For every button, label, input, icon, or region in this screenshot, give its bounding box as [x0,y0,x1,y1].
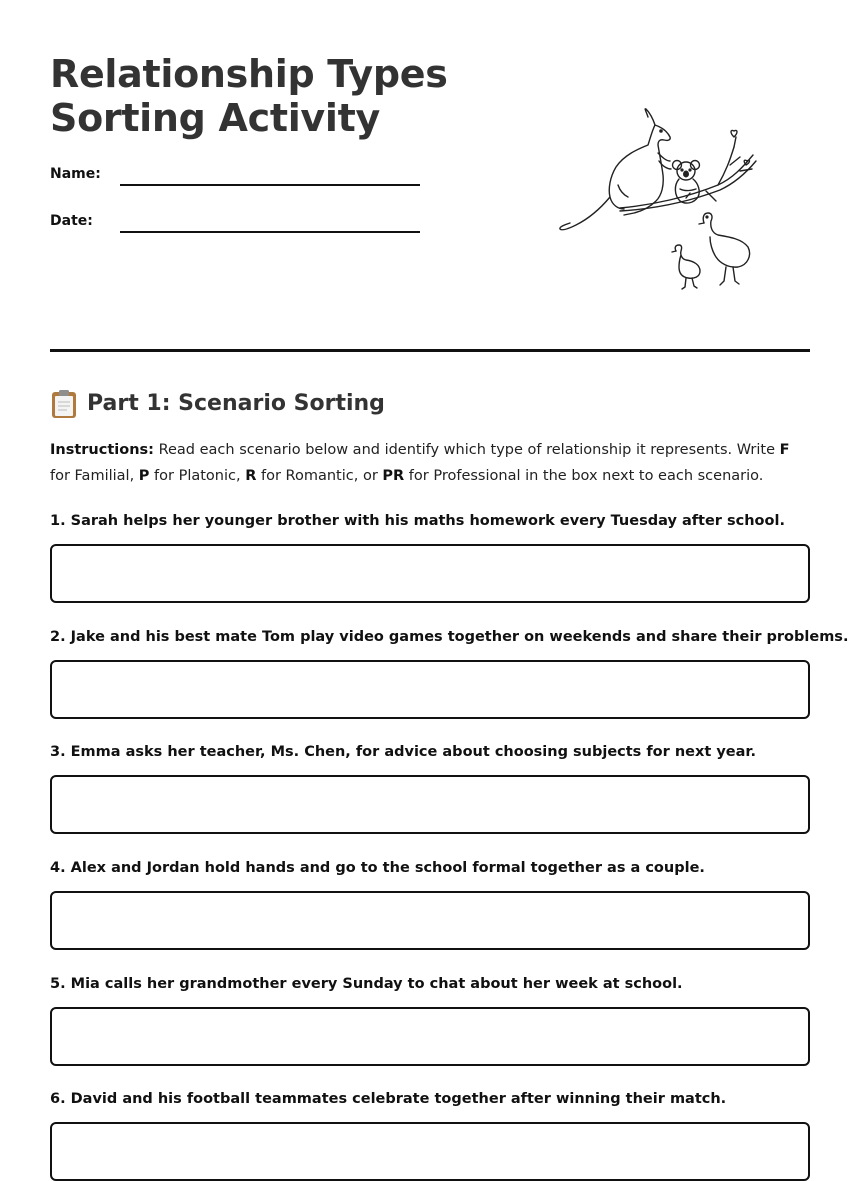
australian-animals-illustration-icon [558,105,763,290]
answer-box[interactable] [50,891,810,950]
answer-box[interactable] [50,775,810,834]
instructions-text-1: Read each scenario below and identify which type of relationship it represents. Write [153,442,780,458]
question-text: 1. Sarah helps her younger brother with his maths homework every Tuesday after school. [50,513,785,529]
question-text: 6. David and his football teammates celebrate together after winning their match. [50,1091,727,1107]
instructions-text-3: for Platonic, [149,468,246,484]
name-field [50,166,420,196]
name-label: Name: [50,166,101,182]
kangaroo-shape [624,109,670,215]
title-line-2: Sorting Activity [50,96,380,140]
code-familial: F [779,442,790,458]
date-write-line[interactable] [120,231,420,233]
part1-heading [50,388,385,420]
answer-box[interactable] [50,660,810,719]
answer-box[interactable] [50,1007,810,1066]
code-professional: PR [382,468,405,484]
instructions-text-2: for Familial, [50,468,139,484]
answer-box[interactable] [50,1122,810,1181]
name-write-line[interactable] [120,184,420,186]
title-line-1: Relationship Types [50,52,448,96]
part1-title: Part 1: Scenario Sorting [87,391,385,416]
question-text: 5. Mia calls her grandmother every Sunday to chat about her week at school. [50,976,683,992]
date-label: Date: [50,213,93,229]
question-text: 3. Emma asks her teacher, Ms. Chen, for advice about choosing subjects for next year. [50,744,756,760]
instructions-text-5: for Professional in the box next to each scenario. [404,468,764,484]
worksheet-title [50,52,448,140]
question-text: 4. Alex and Jordan hold hands and go to the school formal together as a couple. [50,860,705,876]
header-divider [50,349,810,352]
question-text: 2. Jake and his best mate Tom play video games together on weekends and share their problems. [50,629,849,645]
instructions-text-4: for Romantic, or [256,468,383,484]
instructions-label: Instructions: [50,442,154,458]
clipboard-icon [50,389,78,419]
answer-box[interactable] [50,544,810,603]
code-platonic: P [138,468,150,484]
code-romantic: R [245,468,257,484]
instructions-paragraph [50,437,810,489]
emu-large-shape [703,213,749,267]
emu-small-shape [675,245,700,278]
date-field [50,213,420,243]
